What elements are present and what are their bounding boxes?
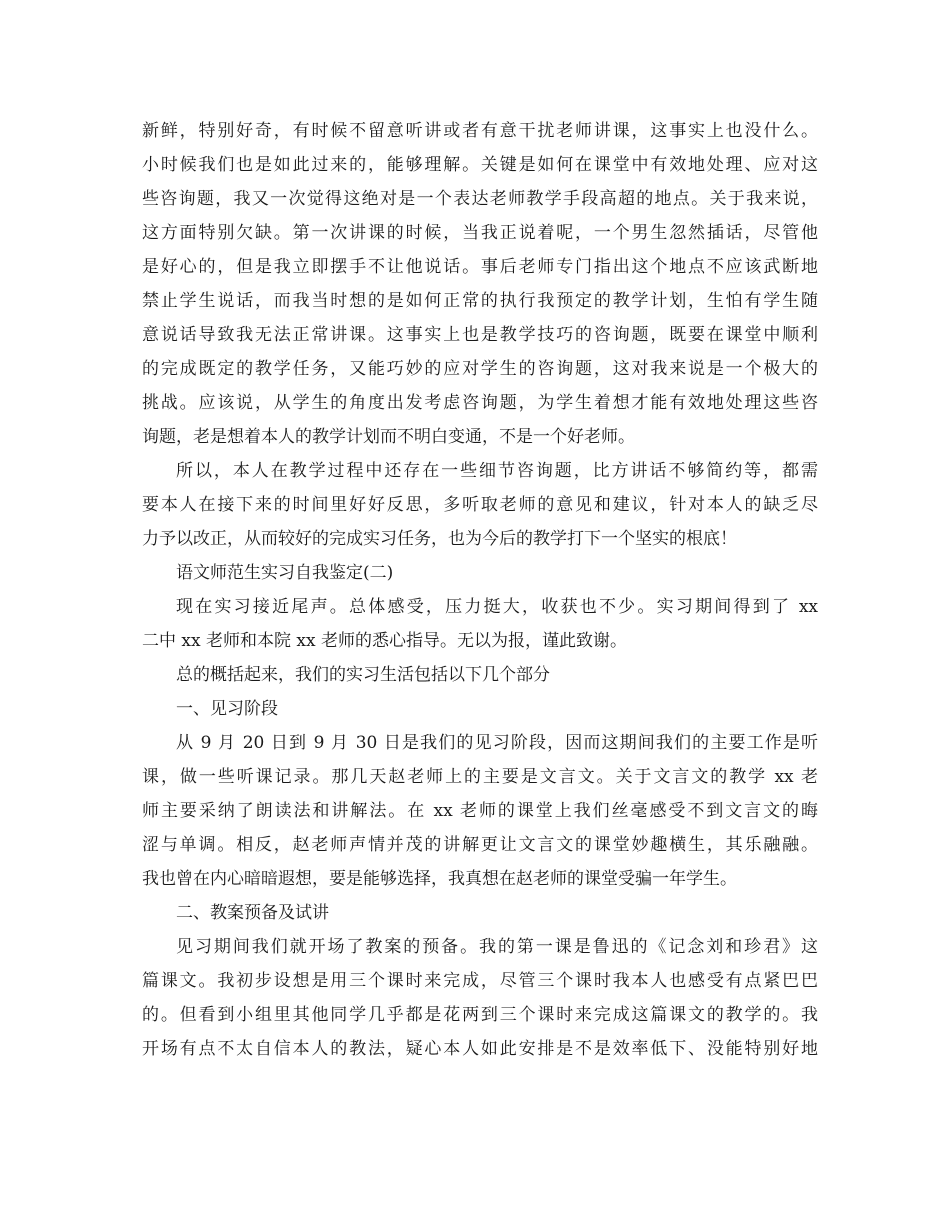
text-line: 力予以改正，从而较好的完成实习任务，也为今后的教学打下一个坚实的根底！ bbox=[142, 529, 737, 549]
paragraph-first-line: 现在实习接近尾声。总体感受，压力挺大，收获也不少。实习期间得到了 xx bbox=[176, 597, 818, 617]
text-line: 意说话导致我无法正常讲课。这事实上也是教学技巧的咨询题，既要在课堂中顺利 bbox=[142, 325, 818, 345]
text-line: 挑战。应该说，从学生的角度出发考虑咨询题，为学生着想才能有效地处理这些咨 bbox=[142, 393, 818, 413]
text-line: 篇课文。我初步设想是用三个课时来完成，尽管三个课时我本人也感受有点紧巴巴 bbox=[142, 971, 818, 991]
paragraph-first-line: 总的概括起来，我们的实习生活包括以下几个部分 bbox=[176, 665, 550, 685]
text-line: 的。但看到小组里其他同学几乎都是花两到三个课时来完成这篇课文的教学的。我 bbox=[142, 1005, 818, 1025]
paragraph-first-line: 见习期间我们就开场了教案的预备。我的第一课是鲁迅的《记念刘和珍君》这 bbox=[176, 937, 818, 957]
text-line: 这方面特别欠缺。第一次讲课的时候，当我正说着呢，一个男生忽然插话，尽管他 bbox=[142, 223, 818, 243]
text-line: 我也曾在内心暗暗遐想，要是能够选择，我真想在赵老师的课堂受骗一年学生。 bbox=[142, 869, 737, 889]
text-line: 小时候我们也是如此过来的，能够理解。关键是如何在课堂中有效地处理、应对这 bbox=[142, 155, 818, 175]
text-line: 禁止学生说话，而我当时想的是如何正常的执行我预定的教学计划，生怕有学生随 bbox=[142, 291, 818, 311]
text-line: 课，做一些听课记录。那几天赵老师上的主要是文言文。关于文言文的教学 xx 老 bbox=[142, 767, 818, 787]
subsection-heading: 二、教案预备及试讲 bbox=[176, 903, 329, 923]
document-page bbox=[142, 114, 818, 1066]
text-line: 师主要采纳了朗读法和讲解法。在 xx 老师的课堂上我们丝毫感受不到文言文的晦 bbox=[142, 801, 818, 821]
text-line: 要本人在接下来的时间里好好反思，多听取老师的意见和建议，针对本人的缺乏尽 bbox=[142, 495, 818, 515]
paragraph-first-line: 从 9 月 20 日到 9 月 30 日是我们的见习阶段，因而这期间我们的主要工作是听 bbox=[176, 733, 818, 753]
text-line: 新鲜，特别好奇，有时候不留意听讲或者有意干扰老师讲课，这事实上也没什么。 bbox=[142, 121, 818, 141]
text-line: 些咨询题，我又一次觉得这绝对是一个表达老师教学手段高超的地点。关于我来说， bbox=[142, 189, 818, 209]
text-line: 是好心的，但是我立即摆手不让他说话。事后老师专门指出这个地点不应该武断地 bbox=[142, 257, 818, 277]
section-heading: 语文师范生实习自我鉴定(二) bbox=[176, 563, 394, 583]
paragraph-first-line: 所以，本人在教学过程中还存在一些细节咨询题，比方讲话不够简约等，都需 bbox=[176, 461, 818, 481]
text-line: 开场有点不太自信本人的教法，疑心本人如此安排是不是效率低下、没能特别好地 bbox=[142, 1039, 818, 1059]
subsection-heading: 一、见习阶段 bbox=[176, 699, 278, 719]
text-line: 二中 xx 老师和本院 xx 老师的悉心指导。无以为报，谨此致谢。 bbox=[142, 631, 627, 651]
text-line: 的完成既定的教学任务，又能巧妙的应对学生的咨询题，这对我来说是一个极大的 bbox=[142, 359, 818, 379]
text-line: 询题，老是想着本人的教学计划而不明白变通，不是一个好老师。 bbox=[142, 427, 635, 447]
text-line: 涩与单调。相反，赵老师声情并茂的讲解更让文言文的课堂妙趣横生，其乐融融。 bbox=[142, 835, 818, 855]
